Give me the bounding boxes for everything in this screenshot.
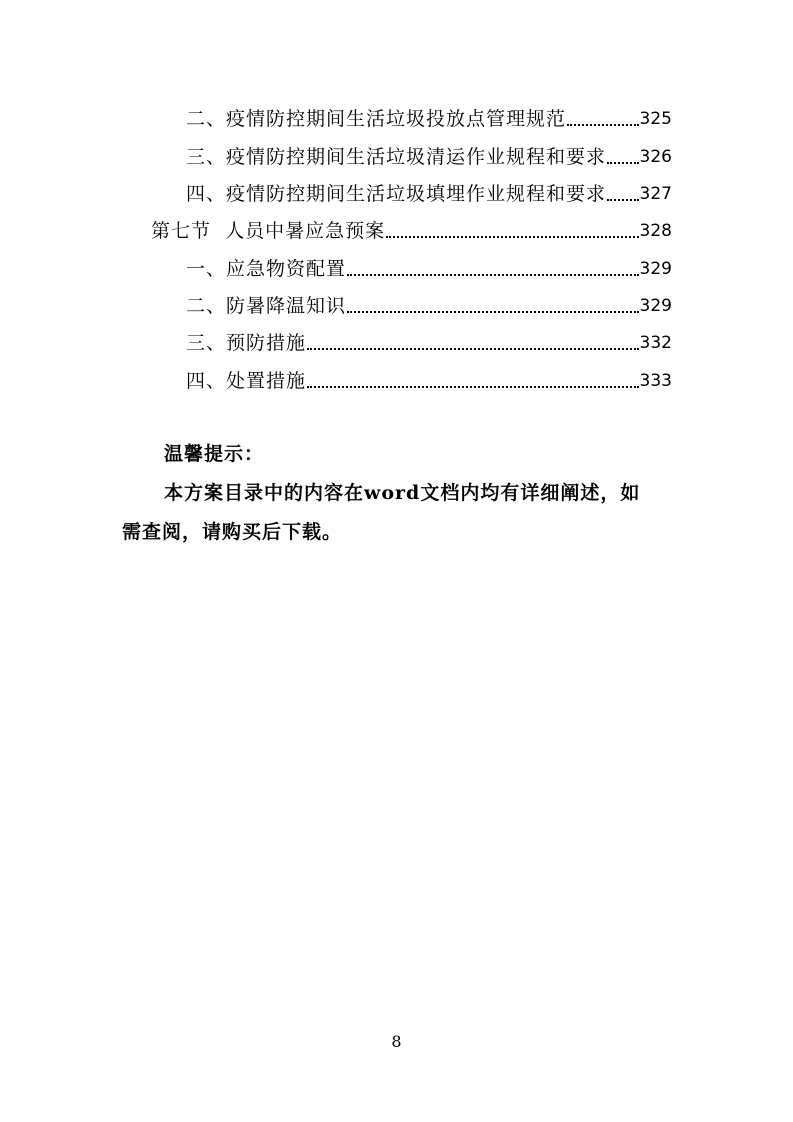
toc-entry-page: 332 [639, 333, 672, 353]
toc-entry-section[interactable] [151, 216, 672, 246]
notice-text-line: 本方案目录中的内容在word文档内均有详细阐述，如 [164, 482, 641, 504]
toc-dot-leader [347, 291, 639, 321]
toc-entry-page: 328 [639, 221, 672, 241]
toc-entry-label: 三、疫情防控期间生活垃圾清运作业规程和要求 [186, 146, 607, 168]
toc-dot-leader [307, 328, 639, 358]
toc-dot-leader [307, 366, 639, 396]
toc-entry-label: 二、防暑降温知识 [186, 295, 347, 317]
toc-entry[interactable] [186, 328, 672, 358]
toc-entry-label: 一、应急物资配置 [186, 258, 347, 280]
toc-entry-page: 333 [639, 371, 672, 391]
toc-dot-leader [567, 104, 639, 134]
toc-entry-label: 三、预防措施 [186, 332, 307, 354]
toc-entry[interactable] [186, 104, 672, 134]
toc-entry-label: 四、疫情防控期间生活垃圾填埋作业规程和要求 [186, 183, 607, 205]
toc-entry[interactable] [186, 366, 672, 396]
toc-entry-label: 四、处置措施 [186, 370, 307, 392]
toc-entry-page: 329 [639, 296, 672, 316]
toc-dot-leader [607, 179, 639, 209]
page-number: 8 [391, 1032, 402, 1051]
toc-dot-leader [347, 254, 639, 284]
toc-entry-label: 二、疫情防控期间生活垃圾投放点管理规范 [186, 108, 567, 130]
toc-entry[interactable] [186, 291, 672, 321]
toc-dot-leader [607, 142, 639, 172]
notice-title: 温馨提示： [164, 443, 265, 465]
toc-entry-page: 326 [639, 147, 672, 167]
toc-entry-label: 第七节 人员中暑应急预案 [151, 220, 386, 242]
toc-entry-page: 327 [639, 184, 672, 204]
toc-entry[interactable] [186, 142, 672, 172]
notice-text-line: 需查阅，请购买后下载。 [122, 521, 343, 543]
toc-entry-page: 325 [639, 109, 672, 129]
toc-entry[interactable] [186, 179, 672, 209]
toc-entry[interactable] [186, 254, 672, 284]
toc-dot-leader [386, 216, 638, 246]
toc-entry-page: 329 [639, 259, 672, 279]
